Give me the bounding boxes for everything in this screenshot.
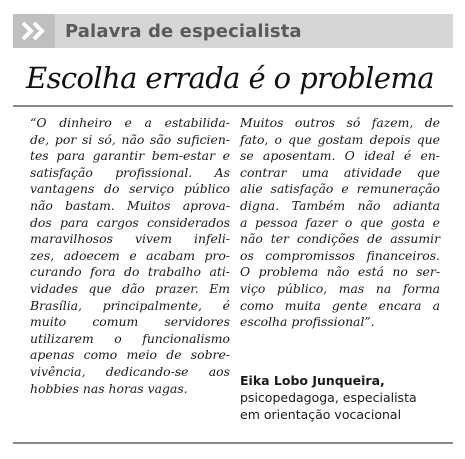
section-header <box>13 14 453 48</box>
text-line: fato, o que gostam depois que <box>240 131 440 147</box>
text-line: curando fora do trabalho ati- <box>30 264 230 280</box>
article-headline: Escolha errada é o problema <box>26 61 434 95</box>
text-line: não ter condições de assumir <box>240 231 440 247</box>
text-line: Brasília, principalmente, é <box>30 297 230 313</box>
text-line: contrar uma atividade que <box>240 164 440 180</box>
text-line: vivência, dedicando-se aos <box>30 363 230 379</box>
text-line: viço público, mas na forma <box>240 280 440 296</box>
text-line: de, por si só, não são suficien- <box>30 131 230 147</box>
double-chevron-right-icon <box>19 21 49 41</box>
text-line: “O dinheiro e a estabilida- <box>30 115 230 130</box>
text-line: não bastam. Muitos aprova- <box>30 197 230 213</box>
text-line: apenas como meio de sobre- <box>30 347 230 363</box>
author-role: em orientação vocacional <box>240 407 402 422</box>
text-line: muito comum servidores <box>30 314 230 330</box>
author-role: psicopedagoga, especialista <box>240 390 417 405</box>
text-line: dos para cargos considerados <box>30 214 230 230</box>
text-line: utilizarem o funcionalismo <box>30 330 230 346</box>
text-line: vantagens do serviço público <box>30 181 230 197</box>
text-line: Muitos outros só fazem, de <box>240 115 440 130</box>
text-line: vidades que dão prazer. Em <box>30 280 230 296</box>
text-line: como muita gente encara a <box>240 297 440 313</box>
text-line: digna. Também não adianta <box>240 197 440 213</box>
section-icon-box <box>13 14 55 48</box>
quote-column-right <box>240 115 440 331</box>
text-line: tes para garantir bem-estar e <box>30 148 230 164</box>
text-line: O problema não está no ser- <box>240 264 440 280</box>
text-line: os compromissos financeiros. <box>240 247 440 263</box>
text-line: se aposentam. O ideal é en- <box>240 148 440 164</box>
text-line: zes, adoecem e acabam pro- <box>30 247 230 263</box>
text-line: hobbies nas horas vagas. <box>30 380 188 396</box>
top-divider <box>13 105 453 107</box>
text-line: alie satisfação e remuneração <box>240 181 440 197</box>
section-label: Palavra de especialista <box>65 20 302 42</box>
quote-column-left <box>30 115 230 397</box>
author-name: Eika Lobo Junqueira, <box>240 373 385 388</box>
text-line: maravilhosos vivem infeli- <box>30 231 230 247</box>
bottom-divider <box>13 442 453 444</box>
text-line: satisfação profissional. As <box>30 164 230 180</box>
text-line: escolha profissional”. <box>240 314 375 330</box>
author-credit <box>240 372 450 423</box>
text-line: a pessoa fazer o que gosta e <box>240 214 440 230</box>
